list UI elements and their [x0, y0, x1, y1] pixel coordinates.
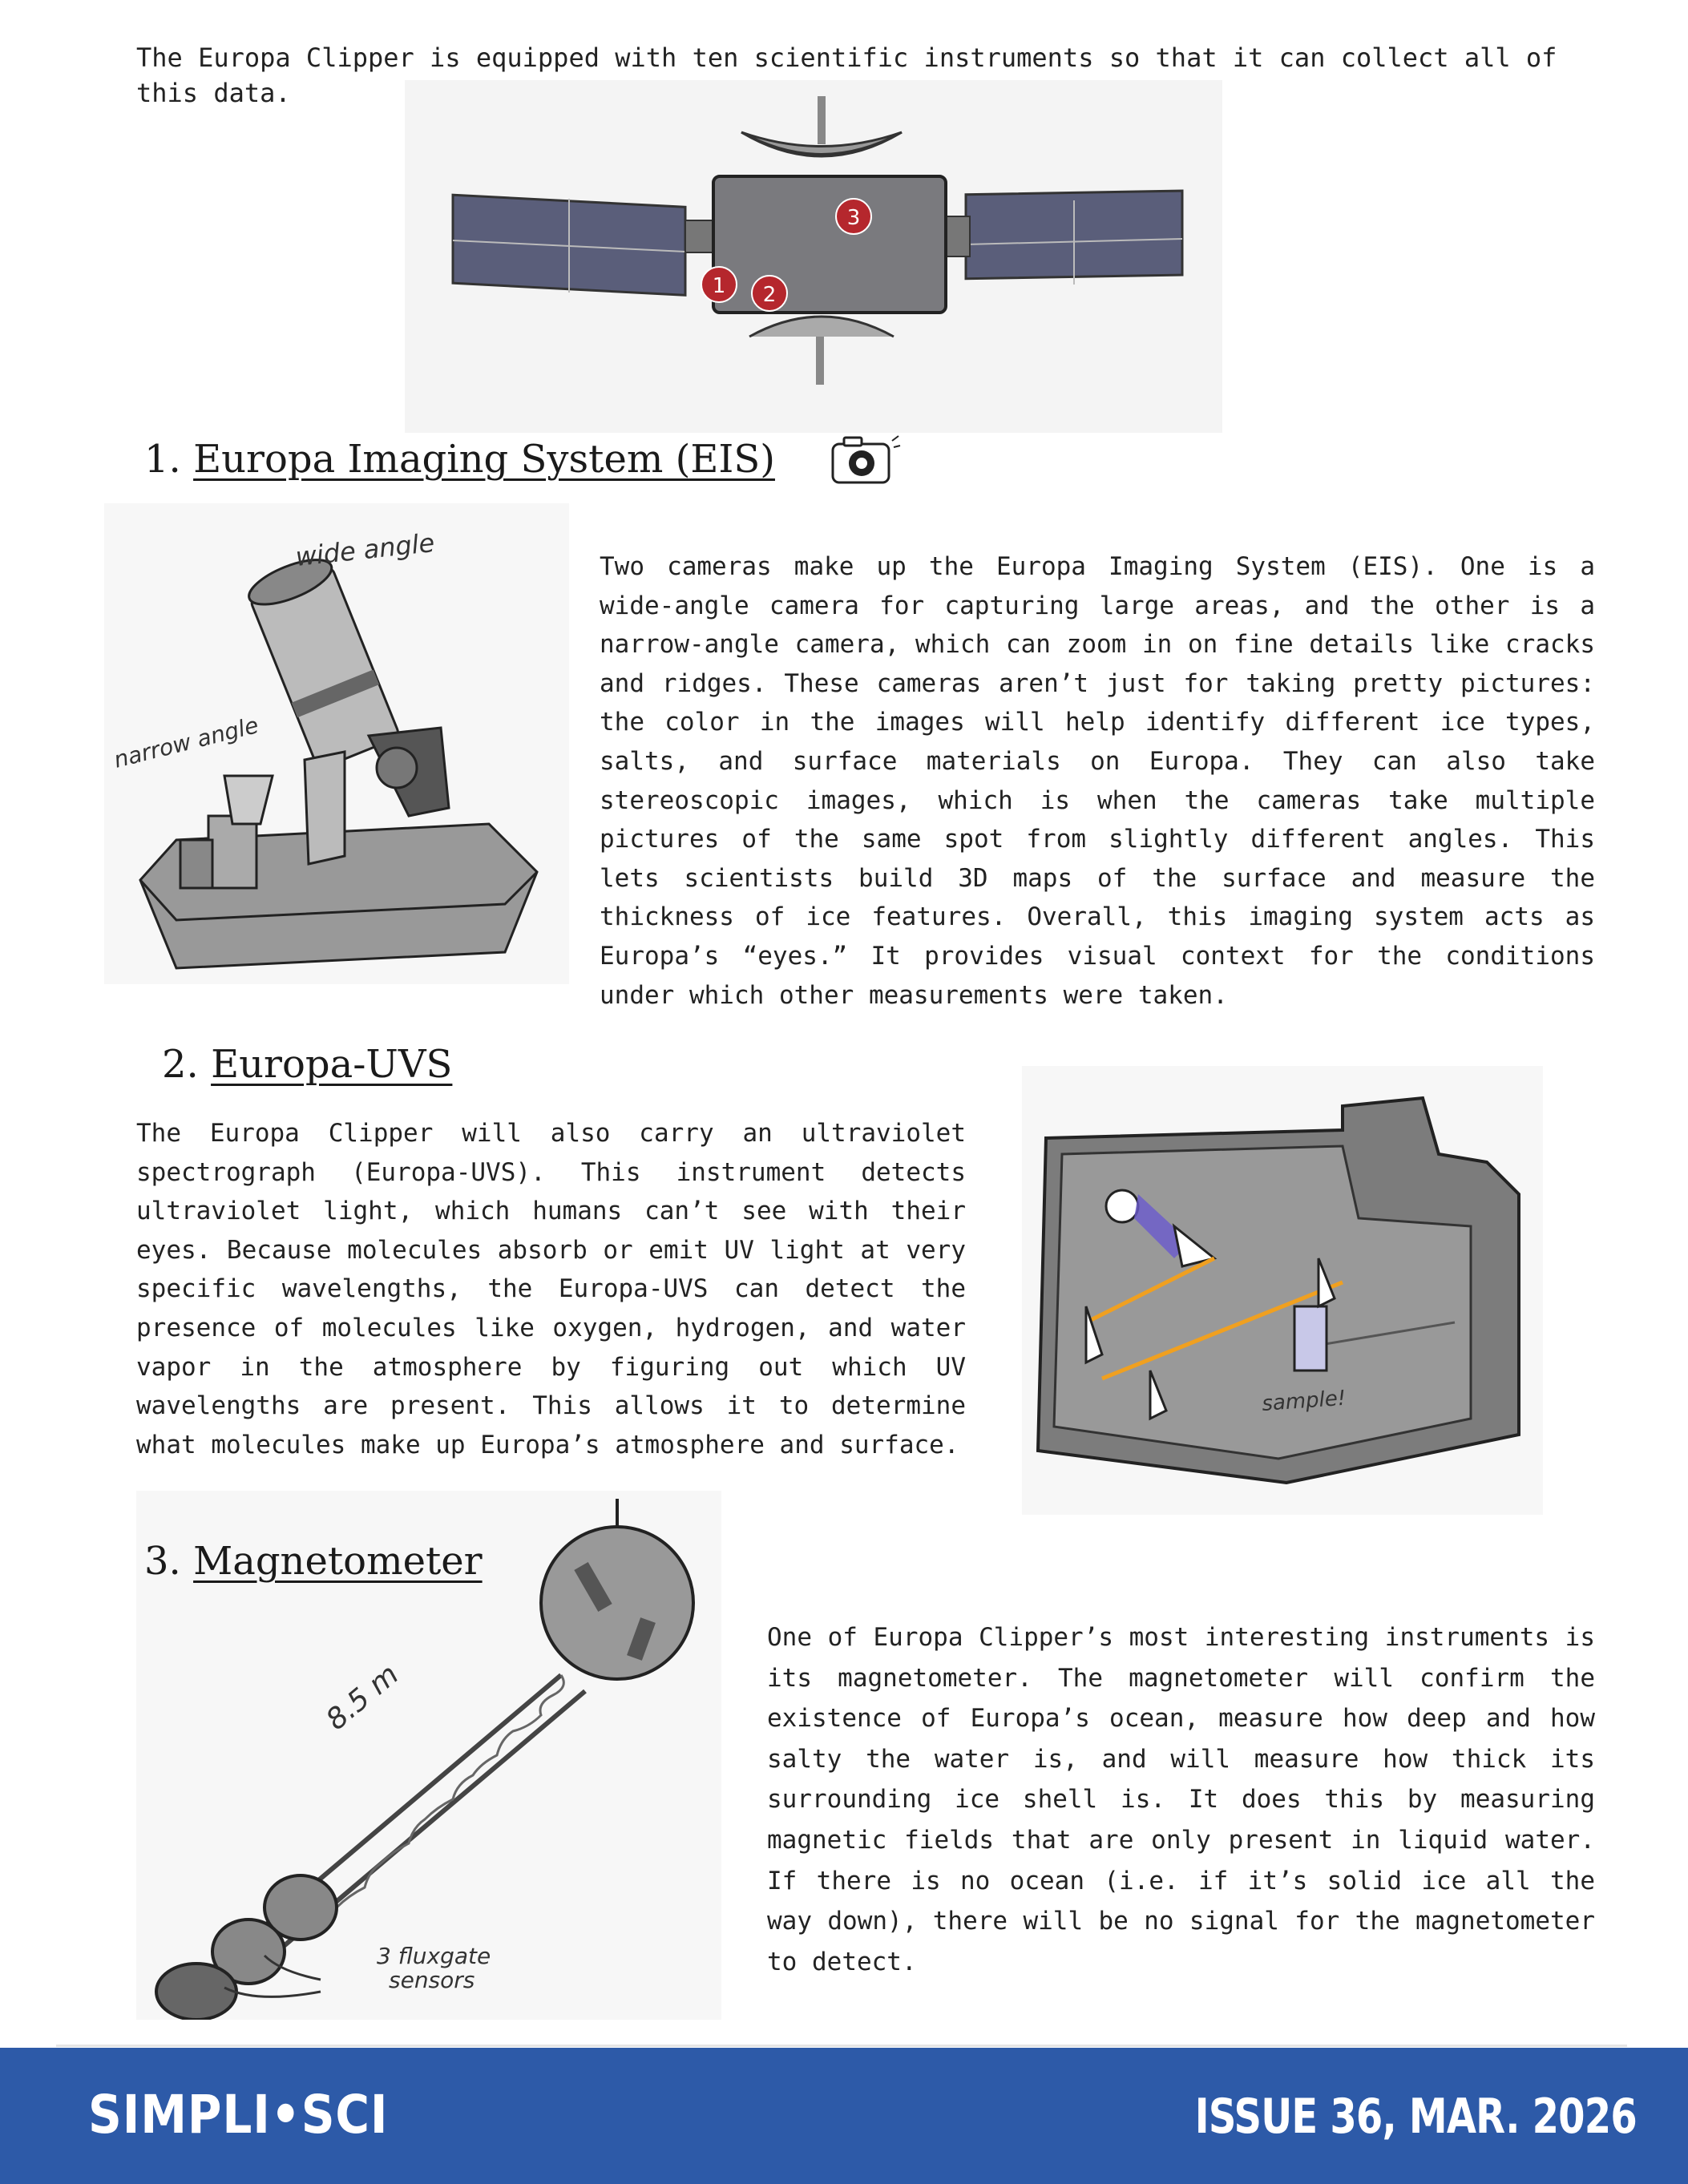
brand-logo: SIMPLI•SCI [88, 2084, 389, 2146]
section-1-body: Two cameras make up the Europa Imaging System (EIS). One is a wide-angle camera for capturing large areas, and the other is a narrow-angle camera, which can zoom in on fine details like cracks and ridges. These cameras aren’t just for taking pretty pictures: the color in the images will help identify different ice types, salts, and surface materials on Europa. They can also take stereoscopic images, which is when the cameras take multiple pictures of the same spot from slightly different angles. This lets scientists build 3D maps of the surface and measure the thickness of ice features. Overall, this imaging system acts as Europa’s “eyes.” It provides visual context for the conditions under which other measurements were taken. [600, 552, 1595, 1010]
eis-figure [104, 503, 569, 984]
camera-icon [830, 431, 902, 487]
marker-3 [836, 199, 871, 234]
section-2-title: Europa-UVS [211, 1042, 453, 1087]
label-sample: sample! [1261, 1386, 1347, 1416]
label-sensors: sensors [389, 1967, 475, 1993]
spacecraft-illustration [405, 80, 1222, 433]
section-2-number: 2. [162, 1042, 199, 1087]
section-3-body: One of Europa Clipper’s most interesting instruments is its magnetometer. The magnetometer will confirm the existence of Europa’s ocean, measure how deep and how salty the water is, and will measure how thick its surrounding ice shell is. It does this by measuring magnetic fields that are only present in liquid water. If there is no ocean (i.e. if it’s solid ice all the way down), there will be no signal for the magnetometer to detect. [767, 1623, 1595, 1976]
section-1-heading [144, 437, 775, 482]
footer-divider [56, 2045, 1627, 2047]
marker-1-label: 1 [712, 274, 726, 298]
label-wide-angle: wide angle [293, 527, 436, 572]
uvs-figure [1022, 1066, 1543, 1515]
issue-label: ISSUE 36, MAR. 2026 [1194, 2089, 1637, 2145]
section-2-heading [162, 1042, 452, 1087]
section-3-heading [144, 1539, 483, 1584]
spacecraft-figure [405, 80, 1222, 433]
marker-2 [752, 276, 787, 311]
intro-text: The Europa Clipper is equipped with ten scientific instruments so that it can collect all of this data. [136, 42, 1557, 108]
section-2-body: The Europa Clipper will also carry an ultraviolet spectrograph (Europa-UVS). This instrument detects ultraviolet light, which humans can’t see with their eyes. Because molecules absorb or emit UV light at very specific wavelengths, the Europa-UVS can detect the presence of molecules like oxygen, hydrogen, and water vapor in the atmosphere by figuring out which UV wavelengths are present. This allows it to determine what molecules make up Europa’s atmosphere and surface. [136, 1119, 966, 1459]
label-boom-length: 8.5 m [320, 1657, 406, 1737]
section-3-number: 3. [144, 1539, 181, 1584]
label-fluxgate: 3 fluxgate [377, 1943, 491, 1969]
label-narrow-angle: narrow angle [111, 712, 261, 773]
section-1-title: Europa Imaging System (EIS) [193, 437, 775, 482]
section-1-number: 1. [144, 437, 181, 482]
marker-1 [701, 267, 737, 302]
marker-3-label: 3 [846, 206, 861, 230]
section-3-title: Magnetometer [193, 1539, 483, 1584]
marker-2-label: 2 [762, 283, 777, 307]
